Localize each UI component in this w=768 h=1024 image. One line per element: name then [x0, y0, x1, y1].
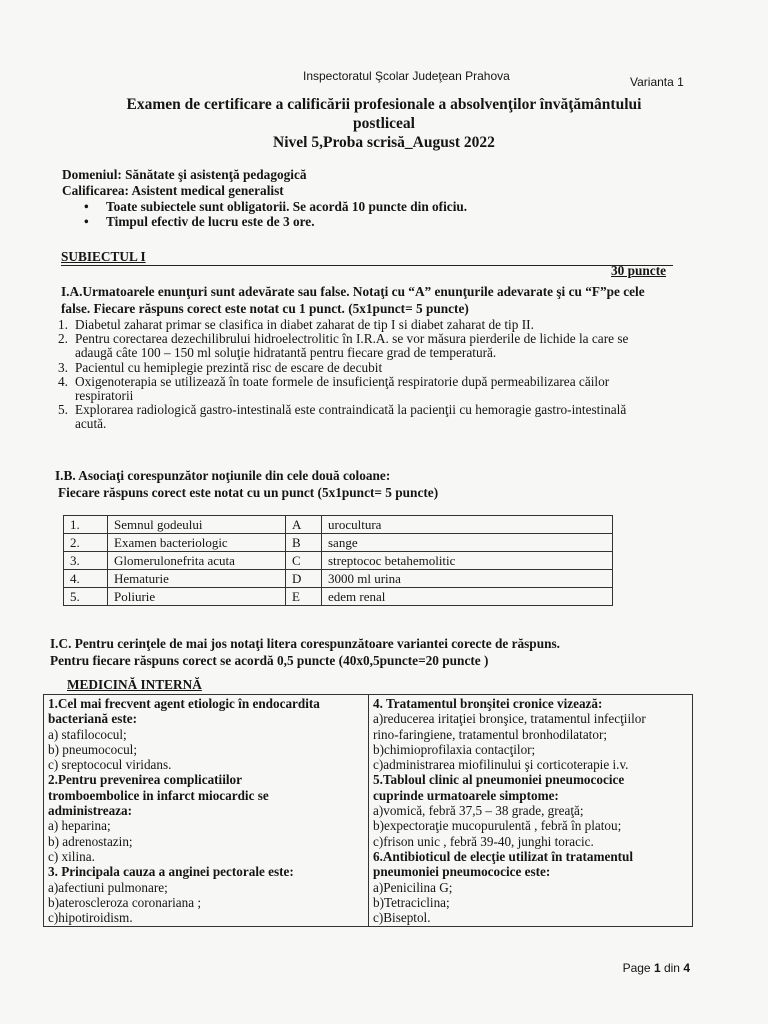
table-row: 5. Poliurie E edem renal: [64, 588, 613, 606]
rule-item: • Timpul efectiv de lucru este de 3 ore.: [84, 214, 467, 229]
answer-option: b) adrenostazin;: [48, 833, 133, 849]
general-rules-list: [84, 199, 467, 229]
exam-title-line2: postliceal: [353, 115, 415, 132]
question-text: 4. Tratamentul bronşitei cronice vizează:: [373, 696, 603, 711]
answer-option: c)administrarea miofilinului şi corticoterapie i.v.: [373, 757, 629, 773]
answer-option: a)reducerea iritaţiei bronşice, tratamentul infecţiilor: [373, 711, 646, 727]
answer-option: b) pneumococul;: [48, 741, 137, 757]
exam-title-line3: Nivel 5,Proba scrisă_August 2022: [273, 134, 495, 151]
question-text: 3. Principala cauza a anginei pectorale este:: [48, 864, 294, 880]
question-text: 1.Cel mai frecvent agent etiologic în endocardita: [48, 696, 320, 711]
variant-label: Varianta 1: [630, 75, 684, 89]
answer-option: b)Tetraciclina;: [373, 894, 450, 910]
answer-option: b)chimioprofilaxia contacţilor;: [373, 741, 536, 757]
question-text: bacteriană este:: [48, 711, 137, 727]
section-a-instruction-1: I.A.Urmatoarele enunţuri sunt adevărate sau false. Notaţi cu “A” enunţurile adevarate şi cu “F”pe cele: [61, 284, 645, 299]
table-row: [44, 695, 693, 927]
exam-title-line1: Examen de certificare a calificării profesionale a absolvenţilor învăţământului: [126, 96, 642, 113]
statement-item: 2. Pentru corectarea dezechilibrului hidroelectrolitic în I.R.A. se vor măsura pierderile de lichide la care se adaugă câte 100 – 150 ml soluţie hidratantă pentru fiecare grad de temperatură.: [58, 331, 629, 361]
domain-line: Domeniul: Sănătate şi asistenţă pedagogică: [62, 167, 307, 182]
true-false-list: [58, 318, 708, 432]
questions-table: [43, 694, 693, 927]
qualification-line: Calificarea: Asistent medical generalist: [62, 183, 284, 198]
subject-divider: [61, 265, 673, 266]
answer-option: c)hipotiroidism.: [48, 910, 133, 926]
questions-left-column: [44, 695, 369, 927]
table-row: 4. Hematurie D 3000 ml urina: [64, 570, 613, 588]
answer-option: c)frison unic , febră 39-40, junghi toracic.: [373, 833, 594, 849]
answer-option: a) heparina;: [48, 818, 111, 834]
section-c-instruction-1: I.C. Pentru cerinţele de mai jos notaţi litera corespunzătoare variantei corecte de răspuns.: [50, 636, 560, 651]
question-text: pneumoniei pneumococice este:: [373, 864, 551, 880]
answer-option: a)vomică, febră 37,5 – 38 grade, greaţă;: [373, 803, 584, 819]
matching-table: [63, 515, 613, 606]
question-text: 6.Antibioticul de elecţie utilizat în tratamentul: [373, 848, 634, 864]
answer-option: c) sreptococul viridans.: [48, 757, 172, 773]
rule-item: • Toate subiectele sunt obligatorii. Se acordă 10 puncte din oficiu.: [84, 199, 467, 214]
subject-points: 30 puncte: [611, 263, 667, 278]
section-a-instruction-2: false. Fiecare răspuns corect este notat cu 1 punct. (5x1punct= 5 puncte): [61, 301, 469, 316]
statement-item: 1. Diabetul zaharat primar se clasifica in diabet zaharat de tip I si diabet zaharat de tip II.: [58, 317, 534, 332]
answer-option: rino-faringiene, tratamentul bronhodilatator;: [373, 726, 607, 742]
answer-option: c)Biseptol.: [373, 910, 431, 926]
answer-option: a)afectiuni pulmonare;: [48, 879, 168, 895]
section-c-instruction-2: Pentru fiecare răspuns corect se acordă 0,5 puncte (40x0,5puncte=20 puncte ): [50, 653, 489, 668]
answer-option: b)ateroscleroza coronariana ;: [48, 894, 202, 910]
answer-option: b)expectoraţie mucopurulentă , febră în platou;: [373, 818, 622, 834]
internal-medicine-heading: MEDICINĂ INTERNĂ: [67, 677, 202, 692]
questions-right-column: [369, 695, 693, 927]
table-row: 1. Semnul godeului A urocultura: [64, 516, 613, 534]
answer-option: c) xilina.: [48, 848, 95, 864]
statement-item: 4. Oxigenoterapia se utilizează în toate formele de insuficienţă respiratorie după permeabilizarea căilor respiratorii: [58, 373, 610, 404]
question-text: administreaza:: [48, 803, 132, 819]
question-text: 5.Tabloul clinic al pneumoniei pneumococice: [373, 772, 625, 788]
section-b-instruction-1: I.B. Asociaţi corespunzător noţiunile din cele două coloane:: [55, 468, 391, 483]
question-text: tromboembolice in infarct miocardic se: [48, 787, 269, 803]
answer-option: a)Penicilina G;: [373, 879, 453, 895]
inspectorate-name: Inspectoratul Şcolar Judeţean Prahova: [303, 69, 510, 83]
statement-item: 5. Explorarea radiologică gastro-intestinală este contraindicată la pacienţii cu hemoragie gastro-intestinală acută.: [58, 402, 627, 432]
subject-title: SUBIECTUL I: [61, 249, 146, 264]
table-row: 2. Examen bacteriologic B sange: [64, 534, 613, 552]
question-text: cuprinde urmatoarele simptome:: [373, 787, 559, 803]
statement-item: 3. Pacientul cu hemiplegie prezintă risc de escare de decubit: [58, 359, 383, 375]
answer-option: a) stafilococul;: [48, 726, 127, 742]
page-number: Page 1 din 4: [622, 961, 690, 975]
question-text: 2.Pentru prevenirea complicatiilor: [48, 772, 242, 788]
table-row: 3. Glomerulonefrita acuta C streptococ betahemolitic: [64, 552, 613, 570]
section-b-instruction-2: Fiecare răspuns corect este notat cu un punct (5x1punct= 5 puncte): [58, 485, 439, 500]
